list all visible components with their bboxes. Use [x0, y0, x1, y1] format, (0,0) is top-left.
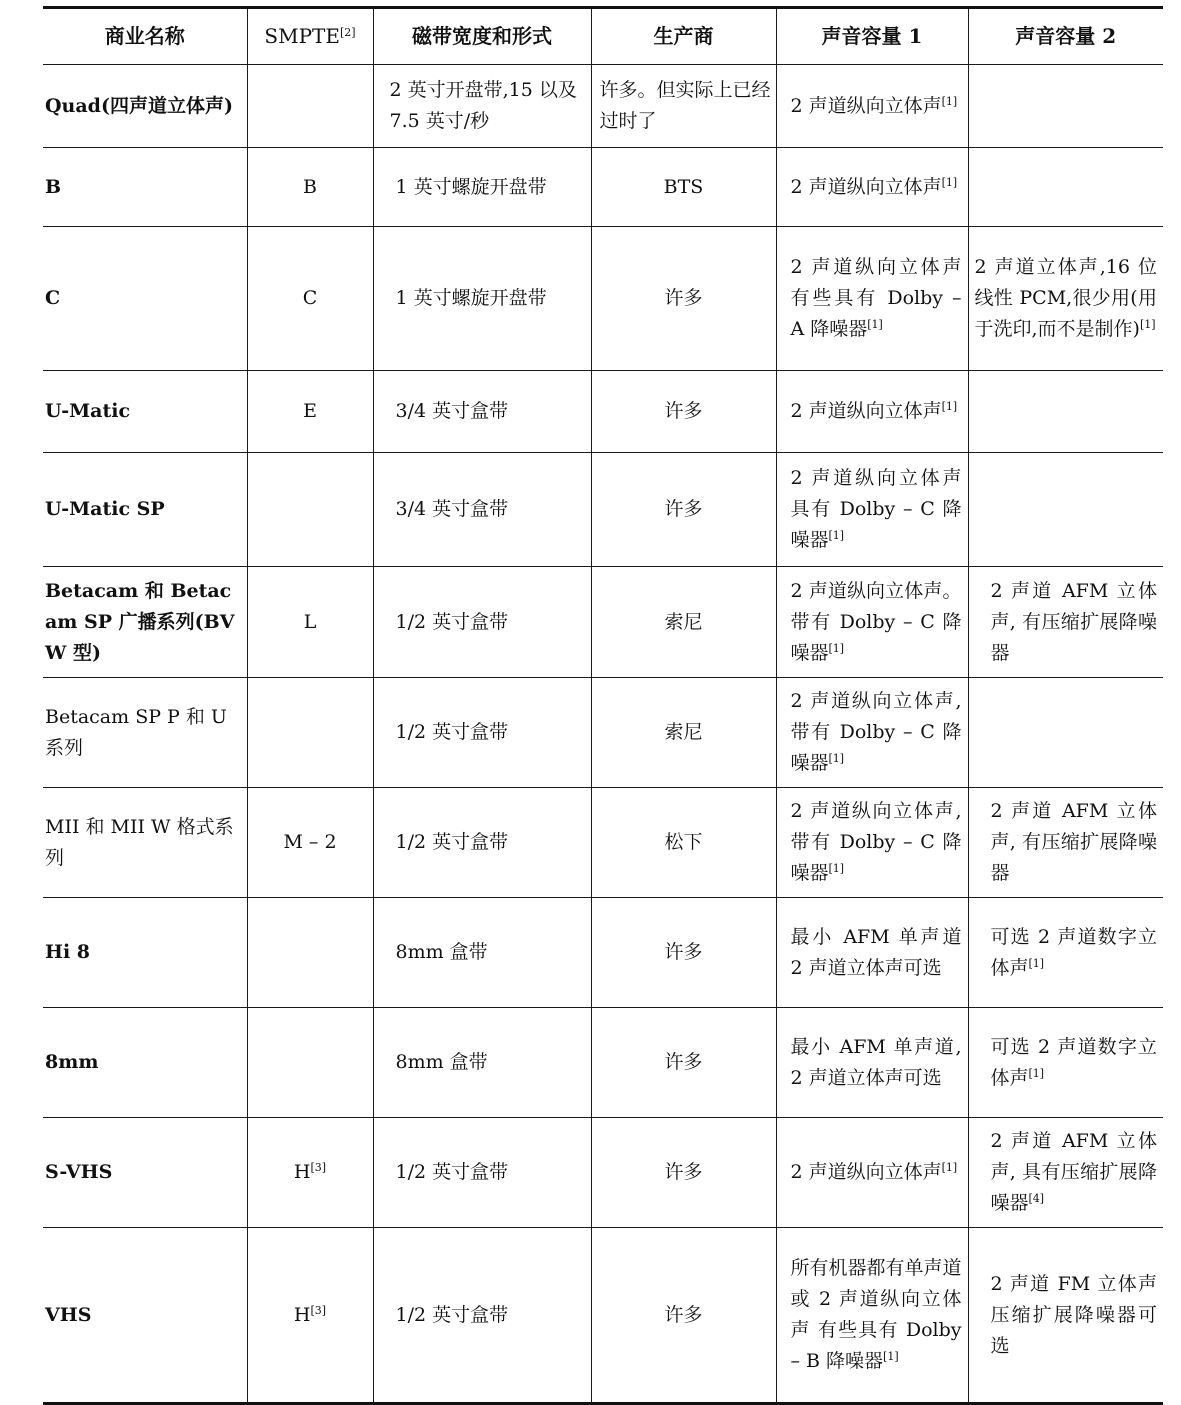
cell-sound2	[968, 65, 1163, 148]
sound1-text: 2 声道纵向立体声,带有 Dolby – C 降噪器	[790, 690, 962, 774]
document-page	[43, 6, 1163, 1405]
cell-sound1	[776, 371, 968, 453]
sound2-text: 2 声道立体声,16 位线性 PCM,很少用(用于洗印,而不是制作)	[974, 256, 1157, 340]
sound2-text: 2 声道 AFM 立体声, 有压缩扩展降噪器	[990, 579, 1157, 664]
sound1-text: 2 声道纵向立体声 具有 Dolby – C 降噪器	[790, 467, 962, 551]
sound1-note: [1]	[828, 529, 845, 542]
cell-sound2	[968, 1008, 1163, 1118]
table-row	[43, 1118, 1163, 1228]
cell-maker: 松下	[591, 788, 776, 898]
cell-smpte	[247, 371, 373, 453]
cell-sound1	[776, 1008, 968, 1118]
table-row	[43, 371, 1163, 453]
smpte-value: M – 2	[283, 831, 337, 853]
header-smpte-note: [2]	[339, 26, 356, 39]
cell-smpte	[247, 453, 373, 567]
sound1-note: [1]	[828, 862, 845, 875]
smpte-note: [3]	[310, 1303, 327, 1317]
cell-name: B	[43, 148, 247, 227]
cell-format: 8mm 盒带	[373, 898, 591, 1008]
sound2-note: [1]	[1139, 318, 1156, 331]
cell-smpte	[247, 227, 373, 371]
sound2-note: [1]	[1028, 1066, 1045, 1080]
vtr-format-table	[43, 6, 1163, 1405]
sound2-text: 可选 2 声道数字立体声	[990, 1035, 1157, 1089]
sound1-text: 最小 AFM 单声道, 2 声道立体声可选	[790, 1035, 962, 1089]
cell-sound2	[968, 148, 1163, 227]
cell-format: 3/4 英寸盒带	[373, 453, 591, 567]
sound1-note: [1]	[867, 318, 883, 331]
cell-sound2	[968, 1118, 1163, 1228]
cell-maker: 许多	[591, 1118, 776, 1228]
table-row	[43, 1008, 1163, 1118]
sound1-text: 最小 AFM 单声道 2 声道立体声可选	[790, 925, 962, 979]
cell-name: C	[43, 227, 247, 371]
sound1-note: [1]	[941, 175, 958, 189]
cell-sound1	[776, 898, 968, 1008]
sound1-note: [1]	[883, 1350, 899, 1363]
smpte-value: C	[302, 287, 318, 309]
header-row	[43, 8, 1163, 65]
cell-sound1	[776, 678, 968, 788]
smpte-value: B	[303, 175, 317, 198]
sound2-note: [1]	[1028, 956, 1045, 970]
sound2-note: [4]	[1028, 1192, 1045, 1205]
sound1-text: 2 声道纵向立体声	[790, 175, 942, 198]
cell-sound2	[968, 453, 1163, 567]
cell-smpte	[247, 1228, 373, 1404]
header-maker: 生产商	[591, 8, 776, 65]
cell-sound2	[968, 1228, 1163, 1404]
table-row	[43, 227, 1163, 371]
sound2-text: 可选 2 声道数字立体声	[990, 925, 1157, 979]
cell-maker: 许多	[591, 898, 776, 1008]
cell-format: 1/2 英寸盒带	[373, 788, 591, 898]
cell-sound2	[968, 227, 1163, 371]
cell-sound1	[776, 1228, 968, 1404]
cell-sound2	[968, 788, 1163, 898]
cell-sound1	[776, 567, 968, 678]
cell-maker: 索尼	[591, 567, 776, 678]
cell-name: U-Matic SP	[43, 453, 247, 567]
cell-format: 3/4 英寸盒带	[373, 371, 591, 453]
cell-format: 1 英寸螺旋开盘带	[373, 148, 591, 227]
sound1-note: [1]	[828, 641, 845, 655]
cell-smpte	[247, 1008, 373, 1118]
header-format: 磁带宽度和形式	[373, 8, 591, 65]
cell-maker: 许多	[591, 1008, 776, 1118]
sound1-note: [1]	[941, 1161, 958, 1174]
header-smpte	[247, 8, 373, 65]
sound2-text: 2 声道 AFM 立体声, 具有压缩扩展降噪器	[990, 1130, 1157, 1214]
cell-smpte	[247, 567, 373, 678]
table-row	[43, 788, 1163, 898]
table-row	[43, 1228, 1163, 1404]
cell-sound1	[776, 227, 968, 371]
cell-format: 1/2 英寸盒带	[373, 1228, 591, 1404]
smpte-note: [3]	[310, 1161, 327, 1174]
cell-format: 1/2 英寸盒带	[373, 1118, 591, 1228]
cell-maker: 许多	[591, 371, 776, 453]
cell-maker: 许多	[591, 227, 776, 371]
cell-maker: 许多	[591, 1228, 776, 1404]
table-row	[43, 567, 1163, 678]
cell-name: Betacam 和 Betacam SP 广播系列(BVW 型)	[43, 567, 247, 678]
cell-format: 2 英寸开盘带,15 以及 7.5 英寸/秒	[373, 65, 591, 148]
cell-maker: 许多。但实际上已经过时了	[591, 65, 776, 148]
header-sound1: 声音容量 1	[776, 8, 968, 65]
table-row	[43, 148, 1163, 227]
cell-format: 1/2 英寸盒带	[373, 567, 591, 678]
cell-name: Betacam SP P 和 U 系列	[43, 678, 247, 788]
cell-smpte	[247, 1118, 373, 1228]
header-smpte-label: SMPTE	[264, 24, 340, 48]
cell-sound1	[776, 65, 968, 148]
cell-smpte	[247, 678, 373, 788]
sound1-text: 2 声道纵向立体声,带有 Dolby – C 降噪器	[790, 800, 962, 884]
cell-sound1	[776, 788, 968, 898]
cell-smpte	[247, 148, 373, 227]
cell-name: 8mm	[43, 1008, 247, 1118]
sound1-text: 2 声道纵向立体声	[790, 94, 942, 117]
cell-format: 1 英寸螺旋开盘带	[373, 227, 591, 371]
header-name: 商业名称	[43, 8, 247, 65]
cell-maker: BTS	[591, 148, 776, 227]
sound1-text: 2 声道纵向立体声	[790, 400, 942, 422]
cell-name: VHS	[43, 1228, 247, 1404]
cell-smpte	[247, 898, 373, 1008]
cell-format: 1/2 英寸盒带	[373, 678, 591, 788]
sound1-text: 2 声道纵向立体声。带有 Dolby – C 降噪器	[790, 579, 962, 664]
sound1-note: [1]	[828, 752, 845, 765]
cell-sound1	[776, 1118, 968, 1228]
cell-name: Hi 8	[43, 898, 247, 1008]
cell-sound2	[968, 898, 1163, 1008]
sound2-text: 2 声道 FM 立体声 压缩扩展降噪器可选	[990, 1272, 1157, 1357]
cell-sound2	[968, 678, 1163, 788]
smpte-value: H	[293, 1303, 311, 1326]
cell-smpte	[247, 788, 373, 898]
sound1-text: 所有机器都有单声道或 2 声道纵向立体声 有些具有 Dolby – B 降噪器	[790, 1257, 962, 1372]
cell-sound2	[968, 567, 1163, 678]
cell-maker: 许多	[591, 453, 776, 567]
header-sound2: 声音容量 2	[968, 8, 1163, 65]
cell-sound1	[776, 148, 968, 227]
smpte-value: H	[293, 1161, 311, 1183]
sound1-text: 2 声道纵向立体声	[790, 1161, 942, 1183]
cell-sound1	[776, 453, 968, 567]
smpte-value: E	[303, 400, 317, 422]
cell-sound2	[968, 371, 1163, 453]
sound1-note: [1]	[941, 400, 958, 413]
smpte-value: L	[303, 610, 317, 633]
cell-format: 8mm 盒带	[373, 1008, 591, 1118]
table-row	[43, 678, 1163, 788]
cell-smpte	[247, 65, 373, 148]
cell-maker: 索尼	[591, 678, 776, 788]
cell-name: MII 和 MII W 格式系列	[43, 788, 247, 898]
table-row	[43, 65, 1163, 148]
cell-name: Quad(四声道立体声)	[43, 65, 247, 148]
sound1-note: [1]	[941, 94, 958, 108]
table-row	[43, 453, 1163, 567]
cell-name: U-Matic	[43, 371, 247, 453]
sound2-text: 2 声道 AFM 立体声, 有压缩扩展降噪器	[990, 800, 1157, 884]
table-row	[43, 898, 1163, 1008]
cell-name: S-VHS	[43, 1118, 247, 1228]
sound1-text: 2 声道纵向立体声 有些具有 Dolby – A 降噪器	[790, 256, 962, 340]
